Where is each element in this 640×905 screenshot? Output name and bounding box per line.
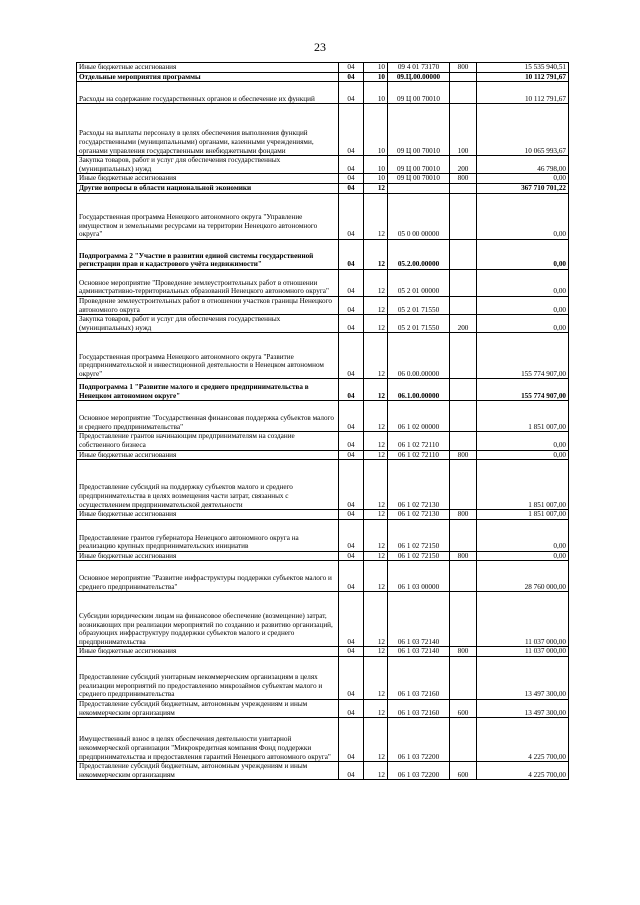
- row-amount: 0,00: [477, 551, 569, 561]
- row-expense-type: 100: [450, 104, 477, 156]
- table-row: [77, 269, 569, 296]
- row-amount: 367 710 701,22: [477, 183, 569, 193]
- row-subsection: 12: [364, 432, 388, 450]
- row-amount: 155 774 907,00: [477, 379, 569, 401]
- row-name: Предоставление грантов начинающим предпринимателям на создание собственного бизнеса: [77, 432, 339, 450]
- row-subsection: 12: [364, 315, 388, 333]
- row-target-article: 09 Ц 00 70010: [388, 104, 450, 156]
- row-subsection: 10: [364, 156, 388, 174]
- row-name: Иные бюджетные ассигнования: [77, 647, 339, 657]
- row-name: Отдельные мероприятия программы: [77, 72, 339, 82]
- table-row: [77, 379, 569, 401]
- row-expense-type: [450, 460, 477, 510]
- row-section: 04: [339, 63, 364, 73]
- row-name: Государственная программа Ненецкого автономного округа "Развитие предпринимательской и инвестиционной деятельности в Ненецком автономном округе": [77, 333, 339, 379]
- row-section: 04: [339, 551, 364, 561]
- row-expense-type: [450, 333, 477, 379]
- row-name: Другие вопросы в области национальной экономики: [77, 183, 339, 193]
- row-section: 04: [339, 762, 364, 780]
- row-name: Предоставление субсидий унитарным некоммерческим организациям в целях реализации мероприятий по предоставлению микрозаймов субъектам малого и среднего предпринимательства: [77, 656, 339, 699]
- table-row: [77, 72, 569, 82]
- row-section: 04: [339, 183, 364, 193]
- row-target-article: 06 1 03 72140: [388, 647, 450, 657]
- row-name: Государственная программа Ненецкого автономного округа "Управление имуществом и земельными ресурсами на территории Ненецкого автономного округа": [77, 193, 339, 239]
- table-row: [77, 551, 569, 561]
- row-subsection: 12: [364, 333, 388, 379]
- row-amount: 1 851 007,00: [477, 510, 569, 520]
- row-amount: 13 497 300,00: [477, 699, 569, 717]
- row-subsection: 12: [364, 699, 388, 717]
- row-amount: 4 225 700,00: [477, 762, 569, 780]
- row-amount: 10 065 993,67: [477, 104, 569, 156]
- row-target-article: 06 1 03 72140: [388, 592, 450, 647]
- row-target-article: 06 1 02 72110: [388, 450, 450, 460]
- row-subsection: 12: [364, 460, 388, 510]
- row-amount: 46 798,00: [477, 156, 569, 174]
- row-section: 04: [339, 72, 364, 82]
- row-target-article: 06 0.00.00000: [388, 333, 450, 379]
- table-row: [77, 510, 569, 520]
- row-expense-type: 600: [450, 699, 477, 717]
- row-amount: 1 851 007,00: [477, 460, 569, 510]
- row-section: 04: [339, 296, 364, 314]
- row-name: Расходы на содержание государственных органов и обеспечение их функций: [77, 82, 339, 104]
- row-expense-type: 600: [450, 762, 477, 780]
- row-section: 04: [339, 699, 364, 717]
- row-target-article: 06 1 03 72200: [388, 718, 450, 762]
- row-amount: 0,00: [477, 269, 569, 296]
- table-row: [77, 296, 569, 314]
- row-amount: 13 497 300,00: [477, 656, 569, 699]
- row-target-article: 06 1 02 72150: [388, 551, 450, 561]
- row-section: 04: [339, 239, 364, 269]
- row-target-article: 09 Ц 00 70010: [388, 174, 450, 184]
- table-row: [77, 519, 569, 551]
- row-amount: 1 851 007,00: [477, 401, 569, 432]
- row-expense-type: [450, 269, 477, 296]
- row-target-article: 06 1 02 72110: [388, 432, 450, 450]
- row-name: Предоставление субсидий на поддержку субъектов малого и среднего предпринимательства в целях возмещения части затрат, связанных с осуществлением предпринимательской деятельности: [77, 460, 339, 510]
- row-subsection: 12: [364, 183, 388, 193]
- row-name: Подпрограмма 1 "Развитие малого и среднего предпринимательства в Ненецком автономном округе": [77, 379, 339, 401]
- row-expense-type: 800: [450, 647, 477, 657]
- row-amount: 28 760 000,00: [477, 561, 569, 592]
- row-subsection: 12: [364, 647, 388, 657]
- row-target-article: 09 4 01 73170: [388, 63, 450, 73]
- row-section: 04: [339, 718, 364, 762]
- table-row: [77, 699, 569, 717]
- row-target-article: 06.1.00.00000: [388, 379, 450, 401]
- row-section: 04: [339, 647, 364, 657]
- row-target-article: 05 2 01 71550: [388, 296, 450, 314]
- table-row: [77, 647, 569, 657]
- row-amount: 4 225 700,00: [477, 718, 569, 762]
- row-subsection: 12: [364, 296, 388, 314]
- row-target-article: 06 1 03 72200: [388, 762, 450, 780]
- row-section: 04: [339, 460, 364, 510]
- row-target-article: 09.Ц.00.00000: [388, 72, 450, 82]
- row-subsection: 12: [364, 269, 388, 296]
- table-row: [77, 315, 569, 333]
- row-target-article: 06 1 02 72130: [388, 510, 450, 520]
- row-expense-type: 800: [450, 450, 477, 460]
- row-section: 04: [339, 561, 364, 592]
- row-target-article: 06 1 03 72160: [388, 699, 450, 717]
- row-section: 04: [339, 450, 364, 460]
- row-amount: 0,00: [477, 432, 569, 450]
- row-name: Основное мероприятие "Проведение землеустроительных работ в отношении административно-территориальных образований Ненецкого автономного округа": [77, 269, 339, 296]
- row-name: Проведение землеустроительных работ в отношении участков границы Ненецкого автономного округа: [77, 296, 339, 314]
- row-expense-type: [450, 239, 477, 269]
- row-name: Иные бюджетные ассигнования: [77, 63, 339, 73]
- row-target-article: 09 Ц 00 70010: [388, 156, 450, 174]
- row-section: 04: [339, 104, 364, 156]
- row-section: 04: [339, 156, 364, 174]
- row-section: 04: [339, 401, 364, 432]
- row-target-article: 05 2 01 71550: [388, 315, 450, 333]
- row-subsection: 12: [364, 379, 388, 401]
- page-number: 23: [314, 40, 326, 54]
- row-section: 04: [339, 82, 364, 104]
- row-expense-type: [450, 183, 477, 193]
- row-name: Основное мероприятие "Государственная финансовая поддержка субъектов малого и среднего предпринимательства": [77, 401, 339, 432]
- row-subsection: 12: [364, 561, 388, 592]
- table-row: [77, 450, 569, 460]
- row-section: 04: [339, 592, 364, 647]
- row-name: Иные бюджетные ассигнования: [77, 551, 339, 561]
- row-subsection: 12: [364, 592, 388, 647]
- row-expense-type: 800: [450, 63, 477, 73]
- row-expense-type: [450, 432, 477, 450]
- table-row: [77, 104, 569, 156]
- table-row: [77, 239, 569, 269]
- table-row: [77, 592, 569, 647]
- row-expense-type: [450, 561, 477, 592]
- row-subsection: 12: [364, 551, 388, 561]
- row-expense-type: [450, 718, 477, 762]
- row-amount: 15 535 940,51: [477, 63, 569, 73]
- table-row: [77, 156, 569, 174]
- row-amount: 0,00: [477, 519, 569, 551]
- budget-table: [76, 62, 569, 780]
- row-subsection: 10: [364, 72, 388, 82]
- row-target-article: 06 1 02 72130: [388, 460, 450, 510]
- row-expense-type: [450, 401, 477, 432]
- row-name: Иные бюджетные ассигнования: [77, 510, 339, 520]
- row-amount: 0,00: [477, 296, 569, 314]
- row-expense-type: 200: [450, 315, 477, 333]
- row-name: Предоставление субсидий бюджетным, автономным учреждениям и иным некоммерческим организациям: [77, 762, 339, 780]
- row-subsection: 10: [364, 63, 388, 73]
- row-subsection: 12: [364, 656, 388, 699]
- table-row: [77, 718, 569, 762]
- table-row: [77, 63, 569, 73]
- row-target-article: 06 1 02 00000: [388, 401, 450, 432]
- row-target-article: [388, 183, 450, 193]
- row-subsection: 10: [364, 82, 388, 104]
- row-name: Имущественный взнос в целях обеспечения деятельности унитарной некоммерческой организации "Микрокредитная компания Фонд поддержки предпринимательства и предоставления гарантий Ненецкого автономного округа": [77, 718, 339, 762]
- row-amount: 0,00: [477, 239, 569, 269]
- row-amount: 0,00: [477, 450, 569, 460]
- table-row: [77, 183, 569, 193]
- row-subsection: 10: [364, 104, 388, 156]
- table-row: [77, 762, 569, 780]
- row-section: 04: [339, 333, 364, 379]
- row-expense-type: [450, 82, 477, 104]
- row-amount: 10 112 791,67: [477, 82, 569, 104]
- row-subsection: 12: [364, 519, 388, 551]
- row-amount: 0,00: [477, 174, 569, 184]
- row-section: 04: [339, 193, 364, 239]
- row-amount: 11 037 000,00: [477, 592, 569, 647]
- row-section: 04: [339, 510, 364, 520]
- row-subsection: 12: [364, 450, 388, 460]
- row-name: Подпрограмма 2 "Участие в развитии единой системы государственной регистрации прав и кадастрового учёта недвижимости": [77, 239, 339, 269]
- row-subsection: 12: [364, 401, 388, 432]
- row-subsection: 12: [364, 718, 388, 762]
- row-target-article: 09 Ц 00 70010: [388, 82, 450, 104]
- row-target-article: 06 1 03 72160: [388, 656, 450, 699]
- row-section: 04: [339, 174, 364, 184]
- row-expense-type: [450, 193, 477, 239]
- row-target-article: 05 2 01 00000: [388, 269, 450, 296]
- row-amount: 155 774 907,00: [477, 333, 569, 379]
- row-subsection: 10: [364, 174, 388, 184]
- table-row: [77, 561, 569, 592]
- row-expense-type: 200: [450, 156, 477, 174]
- table-row: [77, 193, 569, 239]
- table-row: [77, 656, 569, 699]
- row-name: Основное мероприятие "Развитие инфраструктуры поддержки субъектов малого и среднего предпринимательства": [77, 561, 339, 592]
- row-expense-type: [450, 592, 477, 647]
- row-subsection: 12: [364, 762, 388, 780]
- row-section: 04: [339, 379, 364, 401]
- row-expense-type: [450, 72, 477, 82]
- row-target-article: 05.2.00.00000: [388, 239, 450, 269]
- row-expense-type: [450, 379, 477, 401]
- row-name: Закупка товаров, работ и услуг для обеспечения государственных (муниципальных) нужд: [77, 156, 339, 174]
- row-section: 04: [339, 519, 364, 551]
- row-amount: 0,00: [477, 315, 569, 333]
- row-subsection: 12: [364, 510, 388, 520]
- row-name: Закупка товаров, работ и услуг для обеспечения государственных (муниципальных) нужд: [77, 315, 339, 333]
- row-subsection: 12: [364, 193, 388, 239]
- row-amount: 10 112 791,67: [477, 72, 569, 82]
- row-expense-type: [450, 656, 477, 699]
- row-name: Предоставление субсидий бюджетным, автономным учреждениям и иным некоммерческим организациям: [77, 699, 339, 717]
- row-amount: 0,00: [477, 193, 569, 239]
- row-section: 04: [339, 315, 364, 333]
- row-name: Иные бюджетные ассигнования: [77, 450, 339, 460]
- row-name: Иные бюджетные ассигнования: [77, 174, 339, 184]
- table-row: [77, 174, 569, 184]
- row-expense-type: 800: [450, 174, 477, 184]
- row-section: 04: [339, 656, 364, 699]
- table-row: [77, 432, 569, 450]
- row-expense-type: 800: [450, 510, 477, 520]
- row-name: Субсидии юридическим лицам на финансовое обеспечение (возмещение) затрат, возникающих при реализации мероприятий по созданию и развитию организаций, образующих инфраструктуру поддержки субъектов малого и среднего предпринимательства: [77, 592, 339, 647]
- row-expense-type: 800: [450, 551, 477, 561]
- row-name: Предоставление грантов губернатора Ненецкого автономного округа на реализацию крупных предпринимательских инициатив: [77, 519, 339, 551]
- row-amount: 11 037 000,00: [477, 647, 569, 657]
- row-target-article: 06 1 02 72150: [388, 519, 450, 551]
- table-row: [77, 82, 569, 104]
- row-expense-type: [450, 296, 477, 314]
- row-section: 04: [339, 432, 364, 450]
- row-subsection: 12: [364, 239, 388, 269]
- table-row: [77, 401, 569, 432]
- row-expense-type: [450, 519, 477, 551]
- row-target-article: 06 1 03 00000: [388, 561, 450, 592]
- table-row: [77, 460, 569, 510]
- row-name: Расходы на выплаты персоналу в целях обеспечения выполнения функций государственными (муниципальными) органами, казенными учреждениями, органами управления государственными внебюджетными фондами: [77, 104, 339, 156]
- row-section: 04: [339, 269, 364, 296]
- row-target-article: 05 0 00 00000: [388, 193, 450, 239]
- table-row: [77, 333, 569, 379]
